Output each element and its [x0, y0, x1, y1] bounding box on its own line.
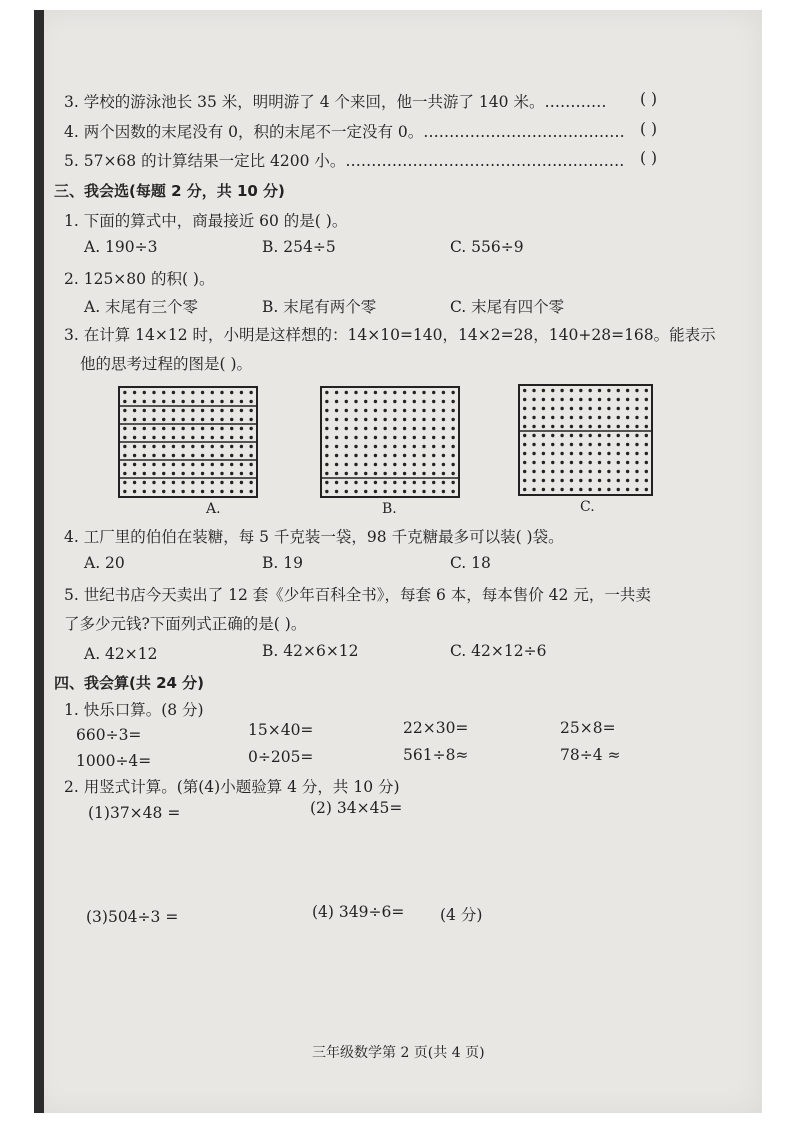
- oral-item-5: 1000÷4=: [76, 752, 152, 770]
- section4-title: 四、我会算(共 24 分): [54, 674, 205, 692]
- vertical-calc-3: (3)504÷3 =: [86, 908, 179, 926]
- q3-line1: 3. 在计算 14×12 时，小明是这样想的：14×10=140，14×2=28，140+28=168。能表示: [64, 326, 716, 344]
- vertical-calc-subtitle: 2. 用竖式计算。(第(4)小题验算 4 分，共 10 分): [64, 778, 400, 796]
- judge-item-4: 4. 两个因数的末尾没有 0，积的末尾不一定没有 0。…………………………………: [64, 123, 625, 141]
- q1-option-a: A. 190÷3: [84, 238, 158, 256]
- vertical-calc-1: (1)37×48 =: [88, 804, 181, 822]
- vertical-calc-4-score: (4 分): [440, 906, 483, 924]
- q4-text: 4. 工厂里的伯伯在装糖，每 5 千克装一袋，98 千克糖最多可以装( )袋。: [64, 528, 564, 546]
- q2-text: 2. 125×80 的积( )。: [64, 270, 215, 288]
- q5-line1: 5. 世纪书店今天卖出了 12 套《少年百科全书》，每套 6 本，每本售价 42 元，一共卖: [64, 586, 651, 604]
- q1-option-c: C. 556÷9: [450, 238, 524, 256]
- dot-grid-a: [118, 386, 258, 498]
- q1-option-b: B. 254÷5: [262, 238, 336, 256]
- oral-item-6: 0÷205=: [248, 748, 314, 766]
- q1-text: 1. 下面的算式中，商最接近 60 的是( )。: [64, 212, 348, 230]
- judge-item-3-paren: ( ): [640, 90, 658, 108]
- oral-item-7: 561÷8≈: [403, 746, 469, 764]
- grid-c-label: C.: [580, 499, 595, 515]
- oral-item-1: 660÷3=: [76, 726, 142, 744]
- q2-option-b: B. 末尾有两个零: [262, 298, 377, 316]
- grid-b-label: B.: [382, 501, 397, 517]
- judge-item-4-paren: ( ): [640, 120, 658, 138]
- oral-item-4: 25×8=: [560, 719, 616, 737]
- paper-photo: [34, 10, 762, 1113]
- dot-grid-b: [320, 386, 460, 498]
- judge-item-5: 5. 57×68 的计算结果一定比 4200 小。………………………………………………: [64, 152, 625, 170]
- q5-option-b: B. 42×6×12: [262, 642, 359, 660]
- oral-item-2: 15×40=: [248, 721, 314, 739]
- judge-item-5-paren: ( ): [640, 149, 658, 167]
- page-footer: 三年级数学第 2 页(共 4 页): [312, 1045, 485, 1061]
- dot-grid-c: [518, 384, 653, 496]
- vertical-calc-2: (2) 34×45=: [310, 799, 403, 817]
- section3-title: 三、我会选(每题 2 分，共 10 分): [54, 182, 285, 200]
- q5-option-c: C. 42×12÷6: [450, 642, 547, 660]
- paper-edge-shadow: [34, 10, 44, 1113]
- q4-option-c: C. 18: [450, 554, 491, 572]
- q4-option-a: A. 20: [84, 554, 125, 572]
- oral-item-3: 22×30=: [403, 719, 469, 737]
- q4-option-b: B. 19: [262, 554, 303, 572]
- q5-line2: 了多少元钱?下面列式正确的是( )。: [64, 615, 307, 633]
- q2-option-c: C. 末尾有四个零: [450, 298, 565, 316]
- grid-a-label: A.: [206, 501, 221, 517]
- judge-item-3: 3. 学校的游泳池长 35 米，明明游了 4 个来回，他一共游了 140 米。…………: [64, 93, 607, 111]
- q2-option-a: A. 末尾有三个零: [84, 298, 199, 316]
- oral-item-8: 78÷4 ≈: [560, 746, 621, 764]
- vertical-calc-4: (4) 349÷6=: [312, 903, 405, 921]
- q3-line2: 他的思考过程的图是( )。: [80, 355, 253, 373]
- oral-subtitle: 1. 快乐口算。(8 分): [64, 701, 204, 719]
- q5-option-a: A. 42×12: [84, 645, 158, 663]
